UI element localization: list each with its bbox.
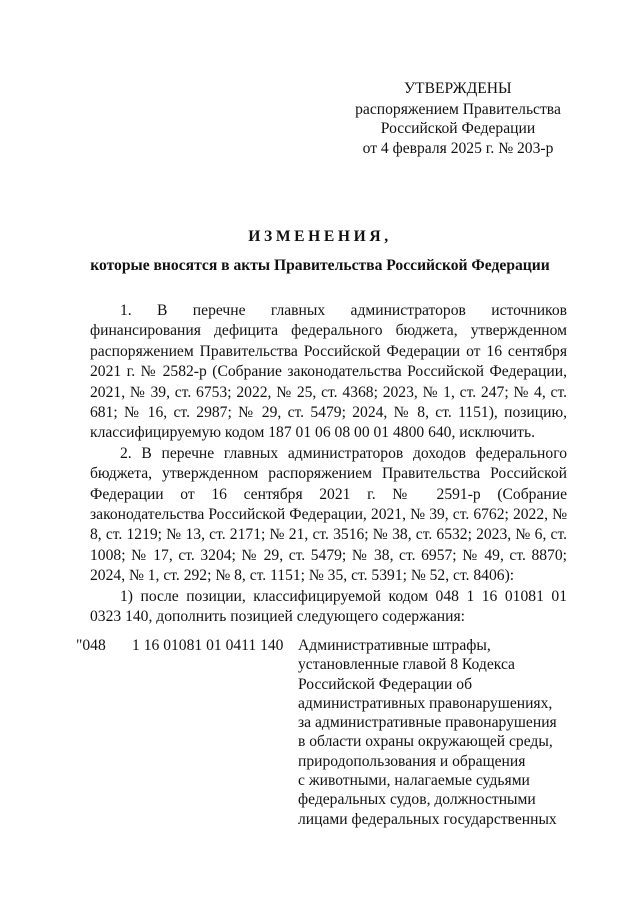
approval-line-3: от 4 февраля 2025 г. № 203-р xyxy=(362,139,554,157)
paragraph-3: 1) после позиции, классифицируемой кодом 048 1 16 01081 01 0323 140, дополнить позицией следующего содержания: xyxy=(90,587,567,626)
document-body xyxy=(90,301,567,628)
inserted-position-row xyxy=(76,636,566,828)
description-line: федеральных судов, должностными xyxy=(298,791,536,809)
document-subtitle: которые вносятся в акты Правительства Российской Федерации xyxy=(90,257,550,274)
paragraph-2: 2. В перечне главных администраторов доходов федерального бюджета, утвержденном распоряжением Правительства Российской Федерации от 16 сентября 2021 г. № 2591-р (Собрание законодательства Российской Федерации, 2021, № 39, ст. 6762; 2022, № 8, ст. 1219; № 13, ст. 2171; № 21, ст. 3516; № 38, ст. 6532; 2023, № 6, ст. 1008; № 17, ст. 3204; № 29, ст. 5479; № 38, ст. 6957; № 49, ст. 8870; 2024, № 1, ст. 292; № 8, ст. 1151; № 35, ст. 5391; № 52, ст. 8406): xyxy=(90,444,567,585)
admin-code: "048 xyxy=(76,637,106,654)
approval-line-2: Российской Федерации xyxy=(380,120,536,138)
document-title: ИЗМЕНЕНИЯ, xyxy=(248,228,392,245)
approval-stamp xyxy=(354,79,562,158)
description-line: Российской Федерации об xyxy=(298,675,473,693)
description-line: Административные штрафы, xyxy=(298,637,491,654)
description-line: административных правонарушениях, xyxy=(298,694,553,712)
approval-line-1: распоряжением Правительства xyxy=(355,100,561,118)
description-line: в области охраны окружающей среды, xyxy=(298,733,553,751)
position-description xyxy=(298,636,566,829)
approval-heading: УТВЕРЖДЕНЫ xyxy=(404,80,512,97)
paragraph-1: 1. В перечне главных администраторов источников финансирования дефицита федерального бюджета, утвержденном распоряжением Правительства Российской Федерации от 16 сентября 2021 г. № 2582-р (Собрание законодательства Российской Федерации, 2021, № 39, ст. 6753; 2022, № 25, ст. 4368; 2023, № 1, ст. 247; № 4, ст. 681; № 16, ст. 2987; № 29, ст. 5479; 2024, № 8, ст. 1151), позицию, классифицируемую кодом 187 01 06 08 00 01 4800 640, исключить. xyxy=(90,302,567,442)
description-line: за административные правонарушения xyxy=(298,714,557,732)
description-line: с животными, налагаемые судьями xyxy=(298,772,530,790)
description-line: установленные главой 8 Кодекса xyxy=(298,656,515,674)
description-line: лицами федеральных государственных xyxy=(298,810,557,828)
income-code: 1 16 01081 01 0411 140 xyxy=(132,637,284,654)
description-line: природопользования и обращения xyxy=(298,752,526,770)
